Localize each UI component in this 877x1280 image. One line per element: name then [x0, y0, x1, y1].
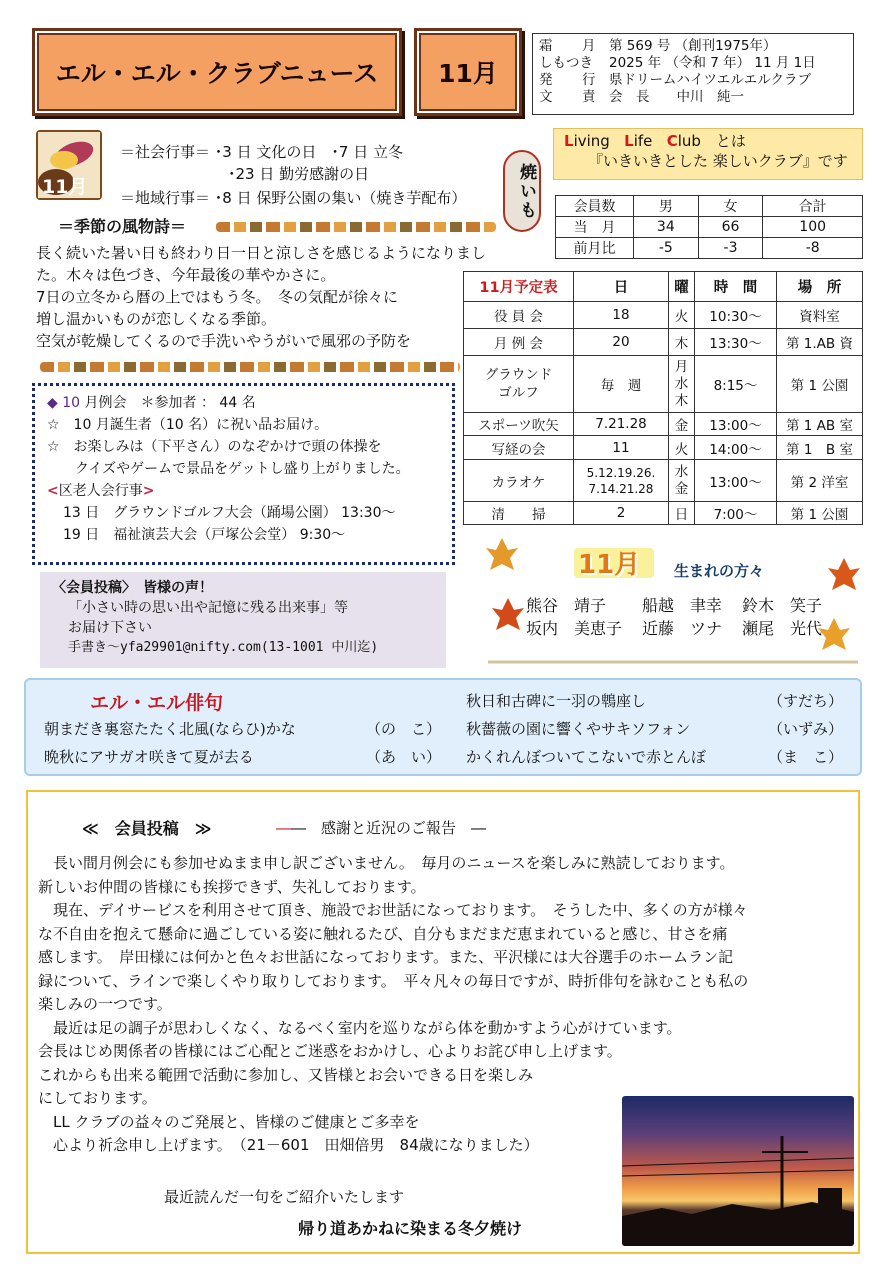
club-subtitle: 『いきいきとした 楽しいクラブ』です: [588, 152, 848, 170]
newsletter-title: [32, 28, 402, 116]
yakiimo-lantern: 焼いも: [503, 150, 541, 232]
haiku-item: 朝まだき裏窓たたく北風(ならひ)かな: [44, 720, 296, 738]
local-events: ＝地域行事＝ ･8 日 保野公園の集い（焼き芋配布）: [120, 189, 467, 207]
featured-haiku: 帰り道あかねに染まる冬夕焼け: [298, 1219, 523, 1238]
list-item: 坂内 美恵子: [526, 619, 623, 638]
haiku-author: （すだち）: [768, 692, 844, 710]
haiku-author: （あ い）: [366, 748, 442, 766]
issue-month: [414, 28, 522, 116]
newsletter-title-text: エル・エル・クラブニュース: [55, 59, 379, 88]
club-motto: [553, 128, 863, 180]
report-line: クイズやゲームで景品をゲットし盛り上がりました。: [75, 461, 410, 477]
table-row: カラオケ 5.12.19.26. 7.14.21.28 水 金 13:00～ 第 2 洋室: [464, 460, 863, 502]
leaf-divider: [216, 222, 496, 232]
voice-title: 〈会員投稿〉 皆様の声！: [52, 580, 213, 596]
table-header-row: 11月予定表 日 曜 時 間 場 所: [464, 272, 863, 302]
birthday-panel: [478, 530, 862, 670]
club-name: Living Life Club とは: [564, 132, 746, 150]
list-item: 瀬尾 光代: [742, 619, 823, 638]
member-voice-box: 〈会員投稿〉 皆様の声！ 「小さい時の思い出や記憶に残る出来事」等 お届け下さい 手書き～yfa29901@nifty.com(13-1001 中川迄): [40, 572, 446, 668]
member-post-section: [26, 790, 860, 1254]
table-row: グラウンド ゴルフ 毎 週 月 水 木 8:15～ 第 1 公園: [464, 356, 863, 413]
sunset-photo: [622, 1096, 854, 1246]
birthday-names: [526, 594, 822, 640]
haiku-item: 秋薔薇の園に響くやサキソフォン: [466, 720, 691, 738]
birthday-month: 11月: [578, 550, 641, 580]
info-row: 文 責 会 長 中川 純一: [539, 89, 744, 105]
post-subheading: ―― 感謝と近況のご報告 ―: [276, 819, 487, 837]
ward-event: 19 日 福祉演芸大会（戸塚公会堂） 9:30～: [63, 527, 346, 543]
diamond-icon: ◆: [47, 395, 58, 411]
seasonal-text: 長く続いた暑い日も終わり日一日と涼しさを感じるようになりまし た。木々は色づき、今年最後の華やかさに。 7日の立冬から暦の上ではもう冬。 冬の気配が徐々に 増し温かいものが恋しくなる季節。 空気が乾燥してくるので手洗いやうがいで風邪の予防を: [36, 244, 487, 350]
haiku-intro: 最近読んだ一句をご紹介いたします: [164, 1188, 405, 1206]
list-item: 熊谷 靖子: [526, 596, 607, 615]
info-row: 発 行 県ドリームハイツエルエルクラブ: [539, 72, 811, 88]
haiku-author: （いずみ）: [768, 720, 844, 738]
post-heading: ≪ 会員投稿 ≫: [82, 819, 212, 838]
haiku-title: エル・エル俳句: [90, 692, 224, 714]
ward-events-title: <区老人会行事>: [47, 483, 155, 499]
leaf-divider: [40, 362, 460, 372]
info-row: しもつき 2025 年 （令和 7 年） 11 月 1日: [539, 55, 816, 71]
table-row: 当 月 34 66 100: [556, 217, 863, 238]
table-row: 写経の会 11 火 14:00～ 第 1 B 室: [464, 436, 863, 460]
member-count-table: [555, 195, 863, 259]
ward-event: 13 日 グラウンドゴルフ大会（踊場公園） 13:30～: [63, 505, 396, 521]
haiku-section: [24, 678, 862, 776]
haiku-item: 晩秋にアサガオ咲きて夏が去る: [44, 748, 254, 766]
haiku-item: 秋日和古碑に一羽の鵯座し: [466, 692, 647, 710]
contact-email: 手書き～yfa29901@nifty.com(13-1001 中川迄): [68, 640, 379, 655]
seasonal-title: ＝季節の風物詩＝: [58, 217, 187, 236]
sunset-silhouette-icon: [622, 1096, 854, 1246]
haiku-author: （の こ）: [366, 720, 442, 738]
october-report: [32, 383, 455, 565]
post-body: 長い間月例会にも参加せぬまま申し訳ございません。 毎月のニュースを楽しみに熟読しております。 新しいお仲間の皆様にも挨拶できず、失礼しております。 現在、デイサービスを利用させて頂き、施設でお世話になっております。 そうした中、多くの方が様々 な不自由を抱えて懸命に過ごしている姿に触れるたび、自分もまだまだ恵まれていると感じ、甘さを痛 感します。 岸田様には何かと色々お世話になっております。また、平沢様には大谷選手のホームラン記 録について、ラインで楽しくやり取りしております。 平々凡々の毎日ですが、時折俳句を詠むことも私の 楽しみの一つです。 最近は足の調子が思わしくなく、なるべく室内を巡りながら体を動かすよう心がけています。 会長はじめ関係者の皆様にはご心配とご迷惑をおかけし、心よりお詫び申し上げます。 これからも出来る範囲で活動に参加し、又皆様とお会いできる日を楽しみ にしております。 LL クラブの益々のご発展と、皆様のご健康とご多幸を 心より祈念申し上げます。 （21－601 田畑倍男 84歳になりました）: [38, 854, 749, 1154]
list-item: 鈴木 笑子: [742, 596, 823, 615]
report-line: ☆ 10 月誕生者（10 名）に祝い品お届け。: [47, 417, 329, 433]
table-row: スポーツ吹矢 7.21.28 金 13:00～ 第 1 AB 室: [464, 413, 863, 436]
table-row: 前月比 -5 -3 -8: [556, 238, 863, 259]
schedule-table: [463, 271, 863, 525]
social-events: ＝社会行事＝ ･3 日 文化の日 ･7 日 立冬: [120, 143, 403, 161]
table-row: 月 例 会 20 木 13:30～ 第 1.AB 資: [464, 329, 863, 356]
haiku-author: （ま こ）: [768, 748, 844, 766]
table-row: 清 掃 2 日 7:00～ 第 1 公園: [464, 502, 863, 525]
issue-month-text: 11月: [438, 59, 498, 88]
report-line: ☆ お楽しみは（下平さん）のなぞかけで頭の体操を: [47, 439, 382, 455]
info-row: 霜 月 第 569 号 （創刊1975年）: [539, 38, 777, 54]
issue-info-box: [532, 33, 854, 115]
list-item: 船越 聿幸: [642, 596, 723, 615]
birthday-title: 生まれの方々: [674, 562, 765, 580]
sweet-potato-badge: [36, 130, 102, 200]
badge-month: 11月: [42, 176, 88, 198]
report-line: ◆ 10 月例会 ＊参加者 ： 44 名: [47, 395, 256, 411]
social-events-2: ･23 日 勤労感謝の日: [228, 165, 370, 183]
table-row: 役 員 会 18 火 10:30～ 資料室: [464, 302, 863, 329]
list-item: 近藤 ツナ: [642, 619, 723, 638]
table-header-row: 会員数 男 女 合計: [556, 196, 863, 217]
haiku-item: かくれんぼついてこないで赤とんぼ: [466, 748, 707, 766]
